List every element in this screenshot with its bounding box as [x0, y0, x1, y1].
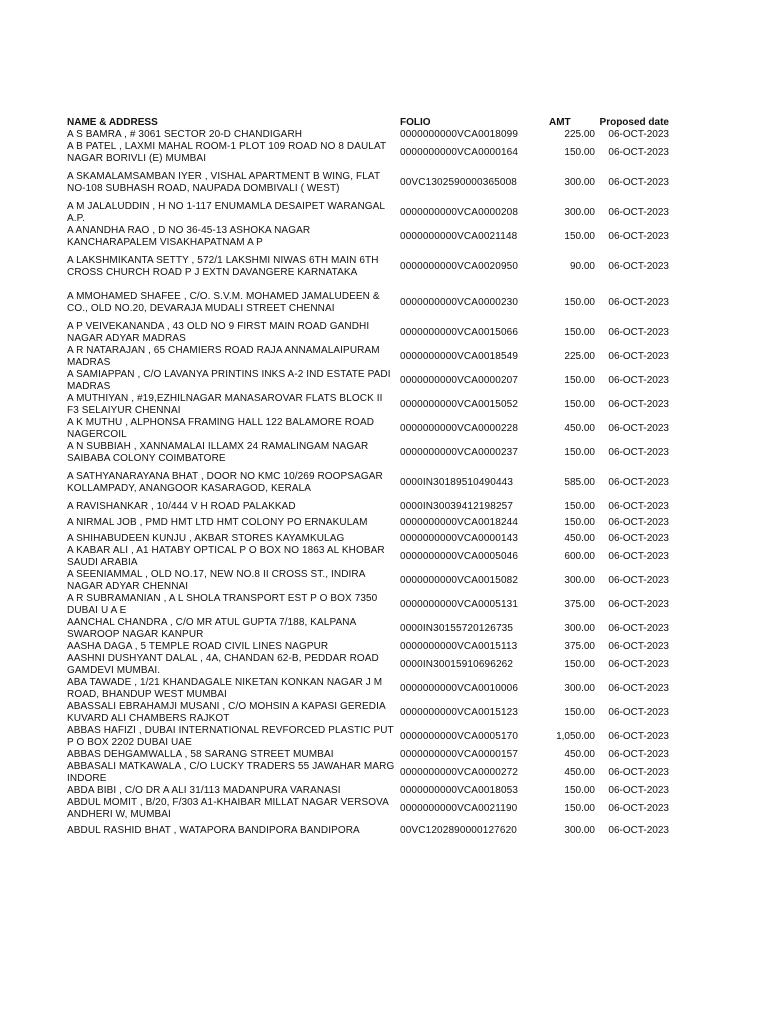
- name-address-cell: A RAVISHANKAR , 10/444 V H ROAD PALAKKAD: [67, 501, 296, 513]
- folio-cell: 0000000000VCA0021148: [400, 231, 518, 243]
- amount-cell: 300.00: [564, 683, 595, 695]
- name-address-cell: A SKAMALAMSAMBAN IYER , VISHAL APARTMENT B WING, FLAT NO-108 SUBHASH ROAD, NAUPADA DOMBIVALI ( WEST): [67, 171, 380, 194]
- amount-cell: 1,050.00: [556, 731, 595, 743]
- table-row: [67, 545, 669, 569]
- table-row: [67, 225, 669, 249]
- table-row: [67, 701, 669, 725]
- table-row: [67, 725, 669, 749]
- folio-cell: 0000000000VCA0000228: [400, 423, 519, 435]
- proposed-date-cell: 06-OCT-2023: [608, 351, 669, 363]
- table-row: [67, 749, 669, 761]
- table-row: [67, 345, 669, 369]
- folio-cell: 0000IN30015910696262: [400, 659, 514, 671]
- proposed-date-cell: 06-OCT-2023: [608, 129, 669, 141]
- proposed-date-cell: 06-OCT-2023: [608, 575, 669, 587]
- proposed-date-cell: 06-OCT-2023: [608, 599, 669, 611]
- folio-cell: 0000000000VCA0015123: [400, 707, 519, 719]
- name-address-cell: AANCHAL CHANDRA , C/O MR ATUL GUPTA 7/188, KALPANA SWAROOP NAGAR KANPUR: [67, 617, 356, 640]
- name-address-cell: ABBAS DEHGAMWALLA , 58 SARANG STREET MUMBAI: [67, 749, 334, 761]
- folio-cell: 0000000000VCA0005046: [400, 551, 519, 563]
- folio-cell: 0000IN30039412198257: [400, 501, 514, 513]
- proposed-date-cell: 06-OCT-2023: [608, 177, 669, 189]
- amount-cell: 150.00: [564, 517, 595, 529]
- table-row: [67, 249, 669, 285]
- name-address-cell: ABDUL RASHID BHAT , WATAPORA BANDIPORA BANDIPORA: [67, 825, 360, 837]
- name-address-cell: ABASSALI EBRAHAMJI MUSANI , C/O MOHSIN A KAPASI GEREDIA KUVARD ALI CHAMBERS RAJKOT: [67, 701, 386, 724]
- proposed-date-cell: 06-OCT-2023: [608, 297, 669, 309]
- name-address-cell: A SEENIAMMAL , OLD NO.17, NEW NO.8 II CROSS ST., INDIRA NAGAR ADYAR CHENNAI: [67, 569, 365, 592]
- name-address-cell: A S BAMRA , # 3061 SECTOR 20-D CHANDIGARH: [67, 129, 303, 141]
- name-address-cell: AASHA DAGA , 5 TEMPLE ROAD CIVIL LINES NAGPUR: [67, 641, 329, 653]
- folio-cell: 0000000000VCA0000208: [400, 207, 519, 219]
- name-address-cell: ABDA BIBI , C/O DR A ALI 31/113 MADANPURA VARANASI: [67, 785, 341, 797]
- folio-cell: 0000000000VCA0005170: [400, 731, 519, 743]
- header-proposed-date: Proposed date: [599, 117, 669, 128]
- amount-cell: 300.00: [564, 207, 595, 219]
- amount-cell: 450.00: [564, 423, 595, 435]
- table-row: [67, 821, 669, 837]
- proposed-date-cell: 06-OCT-2023: [608, 327, 669, 339]
- folio-cell: 0000000000VCA0000143: [400, 533, 519, 545]
- name-address-cell: A K MUTHU , ALPHONSA FRAMING HALL 122 BALAMORE ROAD NAGERCOIL: [67, 417, 375, 440]
- table-row: [67, 677, 669, 701]
- amount-cell: 150.00: [564, 147, 595, 159]
- amount-cell: 375.00: [564, 641, 595, 653]
- table-row: [67, 593, 669, 617]
- amount-cell: 150.00: [564, 327, 595, 339]
- name-address-cell: A R SUBRAMANIAN , A L SHOLA TRANSPORT EST P O BOX 7350 DUBAI U A E: [67, 593, 378, 616]
- name-address-cell: ABBASALI MATKAWALA , C/O LUCKY TRADERS 55 JAWAHAR MARG INDORE: [67, 761, 395, 784]
- folio-cell: 0000000000VCA0000157: [400, 749, 519, 761]
- table-row: [67, 141, 669, 165]
- amount-cell: 300.00: [564, 177, 595, 189]
- folio-cell: 0000000000VCA0020950: [400, 261, 519, 273]
- proposed-date-cell: 06-OCT-2023: [608, 707, 669, 719]
- name-address-cell: A SAMIAPPAN , C/O LAVANYA PRINTINS INKS A-2 IND ESTATE PADI MADRAS: [67, 369, 391, 392]
- proposed-date-cell: 06-OCT-2023: [608, 749, 669, 761]
- folio-cell: 0000000000VCA0010006: [400, 683, 519, 695]
- folio-cell: 0000000000VCA0018099: [400, 129, 519, 141]
- folio-cell: 0000000000VCA0015052: [400, 399, 519, 411]
- header-name-address: NAME & ADDRESS: [67, 117, 158, 128]
- folio-cell: 0000000000VCA0021190: [400, 803, 518, 815]
- table-row: [67, 761, 669, 785]
- proposed-date-cell: 06-OCT-2023: [608, 147, 669, 159]
- folio-cell: 0000000000VCA0018053: [400, 785, 519, 797]
- amount-cell: 300.00: [564, 623, 595, 635]
- folio-cell: 0000000000VCA0000164: [400, 147, 519, 159]
- table-row: [67, 529, 669, 545]
- proposed-date-cell: 06-OCT-2023: [608, 641, 669, 653]
- amount-cell: 90.00: [569, 261, 595, 273]
- proposed-date-cell: 06-OCT-2023: [608, 501, 669, 513]
- folio-cell: 0000000000VCA0000237: [400, 447, 519, 459]
- name-address-cell: A ANANDHA RAO , D NO 36-45-13 ASHOKA NAGAR KANCHARAPALEM VISAKHAPATNAM A P: [67, 225, 311, 248]
- table-row: [67, 641, 669, 653]
- folio-cell: 0000000000VCA0000272: [400, 767, 519, 779]
- amount-cell: 150.00: [564, 297, 595, 309]
- proposed-date-cell: 06-OCT-2023: [608, 261, 669, 273]
- amount-cell: 150.00: [564, 501, 595, 513]
- table-row: [67, 321, 669, 345]
- proposed-date-cell: 06-OCT-2023: [608, 731, 669, 743]
- amount-cell: 450.00: [564, 533, 595, 545]
- proposed-date-cell: 06-OCT-2023: [608, 423, 669, 435]
- amount-cell: 600.00: [564, 551, 595, 563]
- proposed-date-cell: 06-OCT-2023: [608, 399, 669, 411]
- folio-cell: 0000000000VCA0018549: [400, 351, 519, 363]
- name-address-cell: A KABAR ALI , A1 HATABY OPTICAL P O BOX NO 1863 AL KHOBAR SAUDI ARABIA: [67, 545, 385, 568]
- name-address-cell: A R NATARAJAN , 65 CHAMIERS ROAD RAJA ANNAMALAIPURAM MADRAS: [67, 345, 380, 368]
- proposed-date-cell: 06-OCT-2023: [608, 659, 669, 671]
- table-row: [67, 785, 669, 797]
- proposed-date-cell: 06-OCT-2023: [608, 533, 669, 545]
- folio-cell: 0000000000VCA0018244: [400, 517, 519, 529]
- proposed-date-cell: 06-OCT-2023: [608, 517, 669, 529]
- folio-cell: 0000000000VCA0015066: [400, 327, 519, 339]
- amount-cell: 150.00: [564, 785, 595, 797]
- table-row: [67, 369, 669, 393]
- table-row: [67, 513, 669, 529]
- table-row: [67, 165, 669, 201]
- table-row: [67, 393, 669, 417]
- amount-cell: 450.00: [564, 767, 595, 779]
- amount-cell: 150.00: [564, 659, 595, 671]
- name-address-cell: ABBAS HAFIZI , DUBAI INTERNATIONAL REVFORCED PLASTIC PUT P O BOX 2202 DUBAI UAE: [67, 725, 394, 748]
- proposed-date-cell: 06-OCT-2023: [608, 623, 669, 635]
- name-address-cell: A SATHYANARAYANA BHAT , DOOR NO KMC 10/269 ROOPSAGAR KOLLAMPADY, ANANGOOR KASARAGOD, KERALA: [67, 471, 383, 494]
- folio-cell: 00VC1202890000127620: [400, 825, 517, 837]
- folio-cell: 0000IN30189510490443: [400, 477, 514, 489]
- folio-cell: 0000IN30155720126735: [400, 623, 514, 635]
- table-body: [67, 129, 669, 837]
- name-address-cell: A M JALALUDDIN , H NO 1-117 ENUMAMLA DESAIPET WARANGAL A.P.: [67, 201, 385, 224]
- amount-cell: 150.00: [564, 447, 595, 459]
- amount-cell: 225.00: [564, 129, 595, 141]
- table-row: [67, 653, 669, 677]
- proposed-date-cell: 06-OCT-2023: [608, 447, 669, 459]
- table-header-row: [67, 116, 669, 129]
- table-row: [67, 501, 669, 513]
- folio-cell: 0000000000VCA0000207: [400, 375, 519, 387]
- amount-cell: 150.00: [564, 707, 595, 719]
- name-address-cell: A SHIHABUDEEN KUNJU , AKBAR STORES KAYAMKULAG: [67, 533, 345, 545]
- name-address-cell: A LAKSHMIKANTA SETTY , 572/1 LAKSHMI NIWAS 6TH MAIN 6TH CROSS CHURCH ROAD P J EXTN DAVANGERE KARNATAKA: [67, 255, 379, 278]
- proposed-date-cell: 06-OCT-2023: [608, 785, 669, 797]
- proposed-date-cell: 06-OCT-2023: [608, 683, 669, 695]
- amount-cell: 150.00: [564, 803, 595, 815]
- name-address-cell: ABDUL MOMIT , B/20, F/303 A1-KHAIBAR MILLAT NAGAR VERSOVA ANDHERI W, MUMBAI: [67, 797, 389, 820]
- proposed-date-cell: 06-OCT-2023: [608, 803, 669, 815]
- amount-cell: 300.00: [564, 575, 595, 587]
- folio-cell: 0000000000VCA0015082: [400, 575, 519, 587]
- amount-cell: 150.00: [564, 231, 595, 243]
- folio-cell: 0000000000VCA0000230: [400, 297, 519, 309]
- name-address-cell: A MMOHAMED SHAFEE , C/O. S.V.M. MOHAMED JAMALUDEEN & CO., OLD NO.20, DEVARAJA MUDALI STREET CHENNAI: [67, 291, 380, 314]
- proposed-date-cell: 06-OCT-2023: [608, 477, 669, 489]
- amount-cell: 375.00: [564, 599, 595, 611]
- name-address-cell: A N SUBBIAH , XANNAMALAI ILLAMX 24 RAMALINGAM NAGAR SAIBABA COLONY COIMBATORE: [67, 441, 369, 464]
- proposed-date-cell: 06-OCT-2023: [608, 375, 669, 387]
- name-address-cell: AASHNI DUSHYANT DALAL , 4A, CHANDAN 62-B, PEDDAR ROAD GAMDEVI MUMBAI.: [67, 653, 379, 676]
- table-row: [67, 285, 669, 321]
- folio-cell: 00VC1302590000365008: [400, 177, 517, 189]
- name-address-cell: A MUTHIYAN , #19,EZHILNAGAR MANASAROVAR FLATS BLOCK II F3 SELAIYUR CHENNAI: [67, 393, 383, 416]
- table-row: [67, 465, 669, 501]
- amount-cell: 225.00: [564, 351, 595, 363]
- table-row: [67, 129, 669, 141]
- folio-cell: 0000000000VCA0005131: [400, 599, 519, 611]
- name-address-cell: A P VEIVEKANANDA , 43 OLD NO 9 FIRST MAIN ROAD GANDHI NAGAR ADYAR MADRAS: [67, 321, 370, 344]
- name-address-cell: ABA TAWADE , 1/21 KHANDAGALE NIKETAN KONKAN NAGAR J M ROAD, BHANDUP WEST MUMBAI: [67, 677, 383, 700]
- proposed-date-cell: 06-OCT-2023: [608, 551, 669, 563]
- amount-cell: 150.00: [564, 399, 595, 411]
- header-folio: FOLIO: [400, 117, 431, 128]
- proposed-date-cell: 06-OCT-2023: [608, 231, 669, 243]
- proposed-date-cell: 06-OCT-2023: [608, 207, 669, 219]
- table-row: [67, 417, 669, 441]
- table-row: [67, 797, 669, 821]
- name-address-cell: A B PATEL , LAXMI MAHAL ROOM-1 PLOT 109 ROAD NO 8 DAULAT NAGAR BORIVLI (E) MUMBAI: [67, 141, 387, 164]
- header-amount: AMT: [549, 117, 571, 128]
- table-row: [67, 201, 669, 225]
- table-row: [67, 569, 669, 593]
- proposed-date-cell: 06-OCT-2023: [608, 767, 669, 779]
- table-row: [67, 441, 669, 465]
- name-address-cell: A NIRMAL JOB , PMD HMT LTD HMT COLONY PO ERNAKULAM: [67, 517, 368, 529]
- amount-cell: 585.00: [564, 477, 595, 489]
- table-row: [67, 617, 669, 641]
- proposed-date-cell: 06-OCT-2023: [608, 825, 669, 837]
- amount-cell: 300.00: [564, 825, 595, 837]
- amount-cell: 450.00: [564, 749, 595, 761]
- shareholder-table: [67, 116, 669, 837]
- folio-cell: 0000000000VCA0015113: [400, 641, 518, 653]
- amount-cell: 150.00: [564, 375, 595, 387]
